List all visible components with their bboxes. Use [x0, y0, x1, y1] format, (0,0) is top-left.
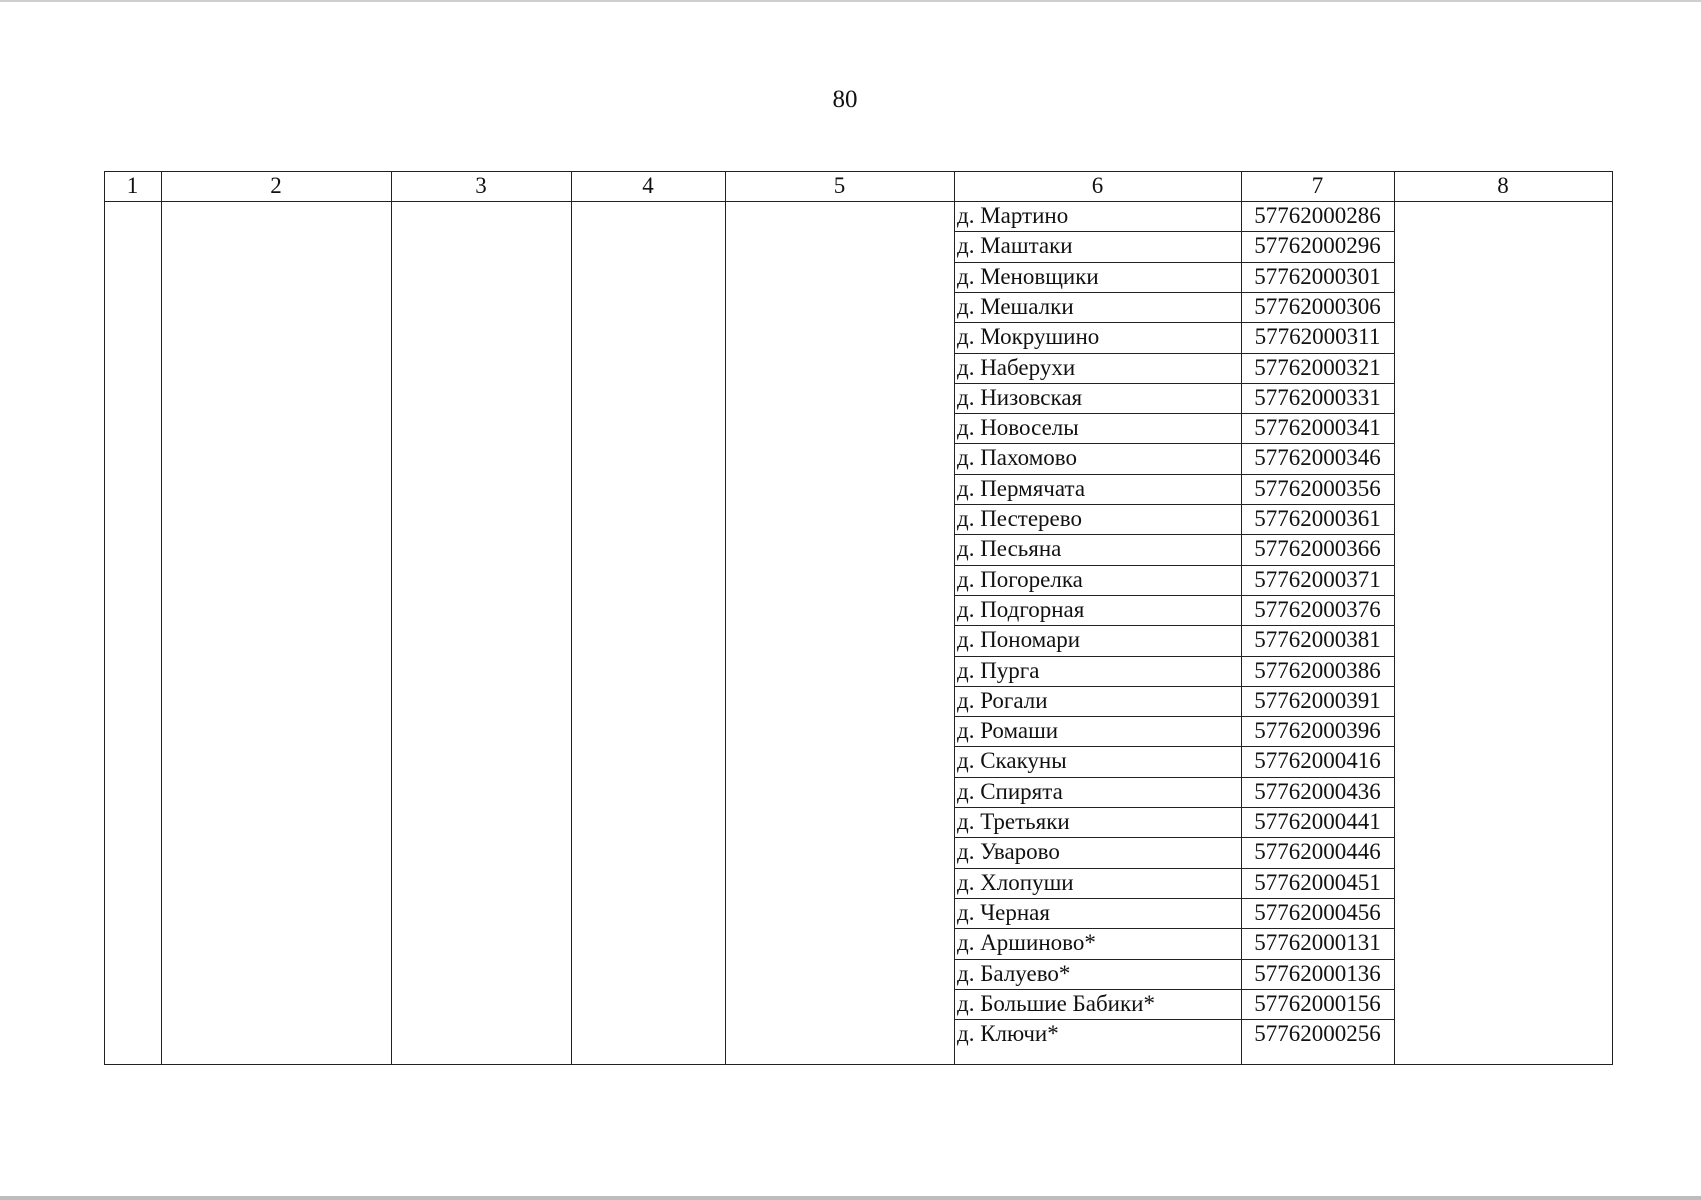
settlements-table [104, 171, 1612, 1064]
column-line [104, 171, 105, 1065]
oktmo-code: 57762000386 [1254, 657, 1381, 683]
oktmo-code: 57762000356 [1254, 475, 1381, 501]
column-header-8: 8 [1497, 173, 1509, 198]
column-line [161, 171, 162, 1065]
settlement-name: д. Ромаши [957, 718, 1059, 744]
column-header-3: 3 [475, 173, 487, 198]
oktmo-code: 57762000391 [1254, 687, 1381, 713]
settlement-name: д. Пурга [957, 657, 1040, 683]
oktmo-code: 57762000346 [1254, 445, 1381, 471]
oktmo-code: 57762000296 [1254, 233, 1381, 259]
oktmo-code: 57762000416 [1254, 748, 1381, 774]
settlement-name: д. Пестерево [957, 506, 1082, 531]
settlement-name: д. Мешалки [957, 293, 1074, 319]
column-header-7: 7 [1311, 173, 1324, 198]
column-header-2: 2 [270, 173, 282, 198]
oktmo-code: 57762000366 [1254, 536, 1381, 562]
oktmo-code: 57762000256 [1254, 1021, 1381, 1047]
table-border-top [104, 171, 1612, 172]
oktmo-code: 57762000361 [1254, 506, 1381, 531]
settlement-name: д. Наберухи [957, 354, 1076, 380]
oktmo-code: 57762000436 [1254, 778, 1381, 804]
settlement-name: д. Пономари [957, 627, 1081, 653]
oktmo-code: 57762000301 [1254, 263, 1381, 289]
settlement-name: д. Низовская [957, 384, 1083, 410]
table-border-bottom [104, 1064, 1612, 1065]
oktmo-code: 57762000441 [1254, 809, 1381, 834]
settlement-name: д. Черная [957, 899, 1050, 925]
oktmo-code: 57762000446 [1254, 839, 1381, 865]
settlement-name: д. Пермячата [957, 475, 1086, 501]
settlement-name: д. Мартино [957, 203, 1069, 228]
column-header-5: 5 [833, 173, 846, 198]
settlement-name: д. Ключи* [957, 1021, 1059, 1047]
settlement-name: д. Балуево* [957, 960, 1071, 986]
oktmo-code: 57762000311 [1254, 324, 1381, 350]
settlement-name: д. Хлопуши [957, 869, 1074, 895]
oktmo-code: 57762000341 [1254, 415, 1381, 441]
settlement-name: д. Маштаки [957, 233, 1073, 259]
settlement-name: д. Пахомово [957, 445, 1077, 471]
settlement-name: д. Большие Бабики* [957, 990, 1155, 1016]
settlement-name: д. Уварово [957, 839, 1060, 865]
settlement-name: д. Рогали [957, 687, 1048, 713]
oktmo-code: 57762000136 [1254, 960, 1381, 986]
page-number: 80 [832, 86, 858, 113]
oktmo-code: 57762000376 [1254, 596, 1381, 622]
oktmo-code: 57762000156 [1254, 990, 1381, 1016]
column-header-1: 1 [126, 173, 139, 198]
oktmo-code: 57762000321 [1254, 354, 1381, 380]
column-header-4: 4 [642, 173, 654, 198]
scan-bottom-edge [0, 1196, 1701, 1200]
oktmo-code: 57762000451 [1254, 869, 1381, 895]
settlement-name: д. Погорелка [957, 566, 1083, 592]
column-header-6: 6 [1091, 173, 1104, 198]
settlement-name: д. Подгорная [957, 596, 1085, 622]
settlement-name: д. Третьяки [957, 809, 1070, 834]
oktmo-code: 57762000331 [1254, 384, 1381, 410]
settlement-name: д. Мокрушино [957, 324, 1100, 350]
oktmo-code: 57762000381 [1254, 627, 1381, 653]
oktmo-code: 57762000286 [1254, 203, 1381, 228]
settlement-name: д. Спирята [957, 778, 1063, 804]
settlement-name: д. Новоселы [957, 415, 1079, 441]
column-line [571, 171, 572, 1065]
oktmo-code: 57762000306 [1254, 293, 1381, 319]
oktmo-code: 57762000396 [1254, 718, 1381, 744]
column-line [1612, 171, 1613, 1065]
column-line [391, 171, 392, 1065]
column-line [725, 171, 726, 1065]
settlement-name: д. Меновщики [957, 263, 1099, 289]
oktmo-code: 57762000456 [1254, 899, 1381, 925]
settlement-name: д. Аршиново* [957, 930, 1096, 956]
column-line [1394, 171, 1395, 1065]
scan-top-edge [0, 0, 1701, 2]
settlement-name: д. Песьяна [957, 536, 1062, 562]
oktmo-code: 57762000371 [1254, 566, 1381, 592]
oktmo-code: 57762000131 [1254, 930, 1381, 956]
settlement-name: д. Скакуны [957, 748, 1067, 774]
